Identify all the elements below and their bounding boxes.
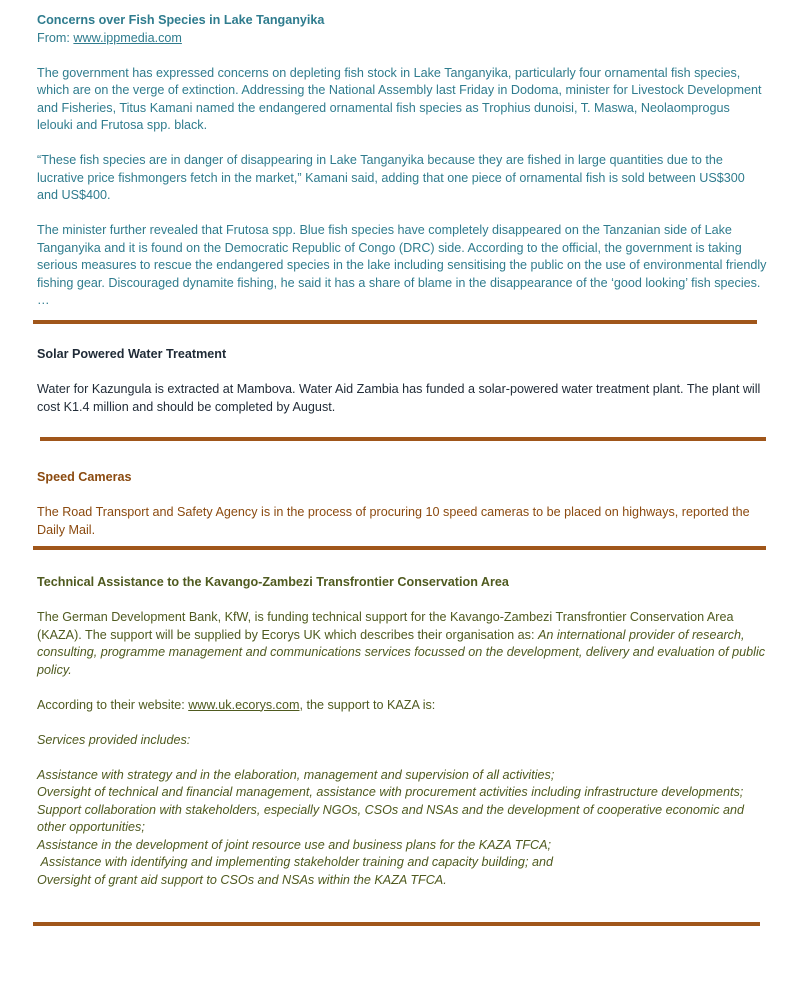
services-title: Services provided includes:	[37, 732, 191, 747]
article-kaza	[37, 574, 767, 889]
paragraph	[37, 609, 767, 679]
services-list	[37, 767, 767, 890]
section-divider	[33, 320, 757, 324]
article-solar-water	[37, 346, 767, 416]
section-divider	[33, 546, 766, 550]
paragraph: “These fish species are in danger of disappearing in Lake Tanganyika because they are fished in large quantities due to the lucrative price fishmongers fetch in the market,” Kamani said, adding that one piece of ornamental fish is sold between US$300 and US$400.	[37, 153, 745, 202]
paragraph: The Road Transport and Safety Agency is in the process of procuring 10 speed cameras to be placed on highways, reported the Daily Mail.	[37, 505, 750, 537]
paragraph: Water for Kazungula is extracted at Mambova. Water Aid Zambia has funded a solar-powered water treatment plant. The plant will cost K1.4 million and should be completed by August.	[37, 382, 761, 414]
paragraph: The government has expressed concerns on depleting fish stock in Lake Tanganyika, particularly four ornamental fish species, which are on the verge of extinction. Addressing the National Assembly last Friday in Dodoma, minister for Livestock Development and Fisheries, Titus Kamani named the endangered ornamental fish species as Trophius dunoisi, T. Maswa, Neolaomprogus lelouki and Frutosa spp. black.	[37, 65, 762, 132]
website-suffix: , the support to KAZA is:	[299, 697, 436, 712]
website-prefix: According to their website:	[37, 697, 189, 712]
list-item: Assistance with identifying and implementing stakeholder training and capacity building; and	[37, 855, 553, 869]
source-link[interactable]: www.ippmedia.com	[73, 30, 182, 45]
article-fish-species	[37, 12, 767, 310]
section-divider	[40, 437, 766, 441]
source-line	[37, 30, 767, 48]
paragraph: The minister further revealed that Frutosa spp. Blue fish species have completely disappeared on the Tanzanian side of Lake Tanganyika and it is found on the Democratic Republic of Congo (DRC) side. According to the official, the government is taking serious measures to rescue the endangered species in the lake including sensitising the public on the use of environmental friendly fishing gear. Discouraged dynamite fishing, he said it has a share of blame in the disappearance of the ‘good looking’ fish species. …	[37, 223, 767, 307]
paragraph-text: The German Development Bank, KfW, is funding technical support for the Kavango-Zambezi Transfrontier Conservation Area (KAZA). The support will be supplied by Ecorys UK which describes their organisation as:	[37, 610, 734, 642]
source-prefix: From:	[37, 30, 74, 45]
article-title: Technical Assistance to the Kavango-Zambezi Transfrontier Conservation Area	[37, 575, 509, 589]
list-item: Oversight of technical and financial management, assistance with procurement activities including infrastructure developments;	[37, 785, 744, 799]
website-link[interactable]: www.uk.ecorys.com	[188, 697, 300, 712]
paragraph	[37, 697, 767, 715]
article-title: Speed Cameras	[37, 470, 132, 484]
list-item: Assistance with strategy and in the elaboration, management and supervision of all activities;	[37, 767, 555, 782]
paragraph-quote: An international provider of research, consulting, programme management and communications services focussed on the development, delivery and evaluation of public policy.	[37, 627, 766, 677]
section-divider	[33, 922, 760, 926]
article-title: Solar Powered Water Treatment	[37, 347, 227, 361]
list-item: Oversight of grant aid support to CSOs and NSAs within the KAZA TFCA.	[37, 872, 447, 887]
list-item: Support collaboration with stakeholders, especially NGOs, CSOs and NSAs and the development of cooperative economic and other opportunities;	[37, 802, 745, 834]
article-title: Concerns over Fish Species in Lake Tanganyika	[37, 13, 325, 27]
article-speed-cameras	[37, 469, 767, 539]
list-item: Assistance in the development of joint resource use and business plans for the KAZA TFCA;	[37, 837, 552, 852]
